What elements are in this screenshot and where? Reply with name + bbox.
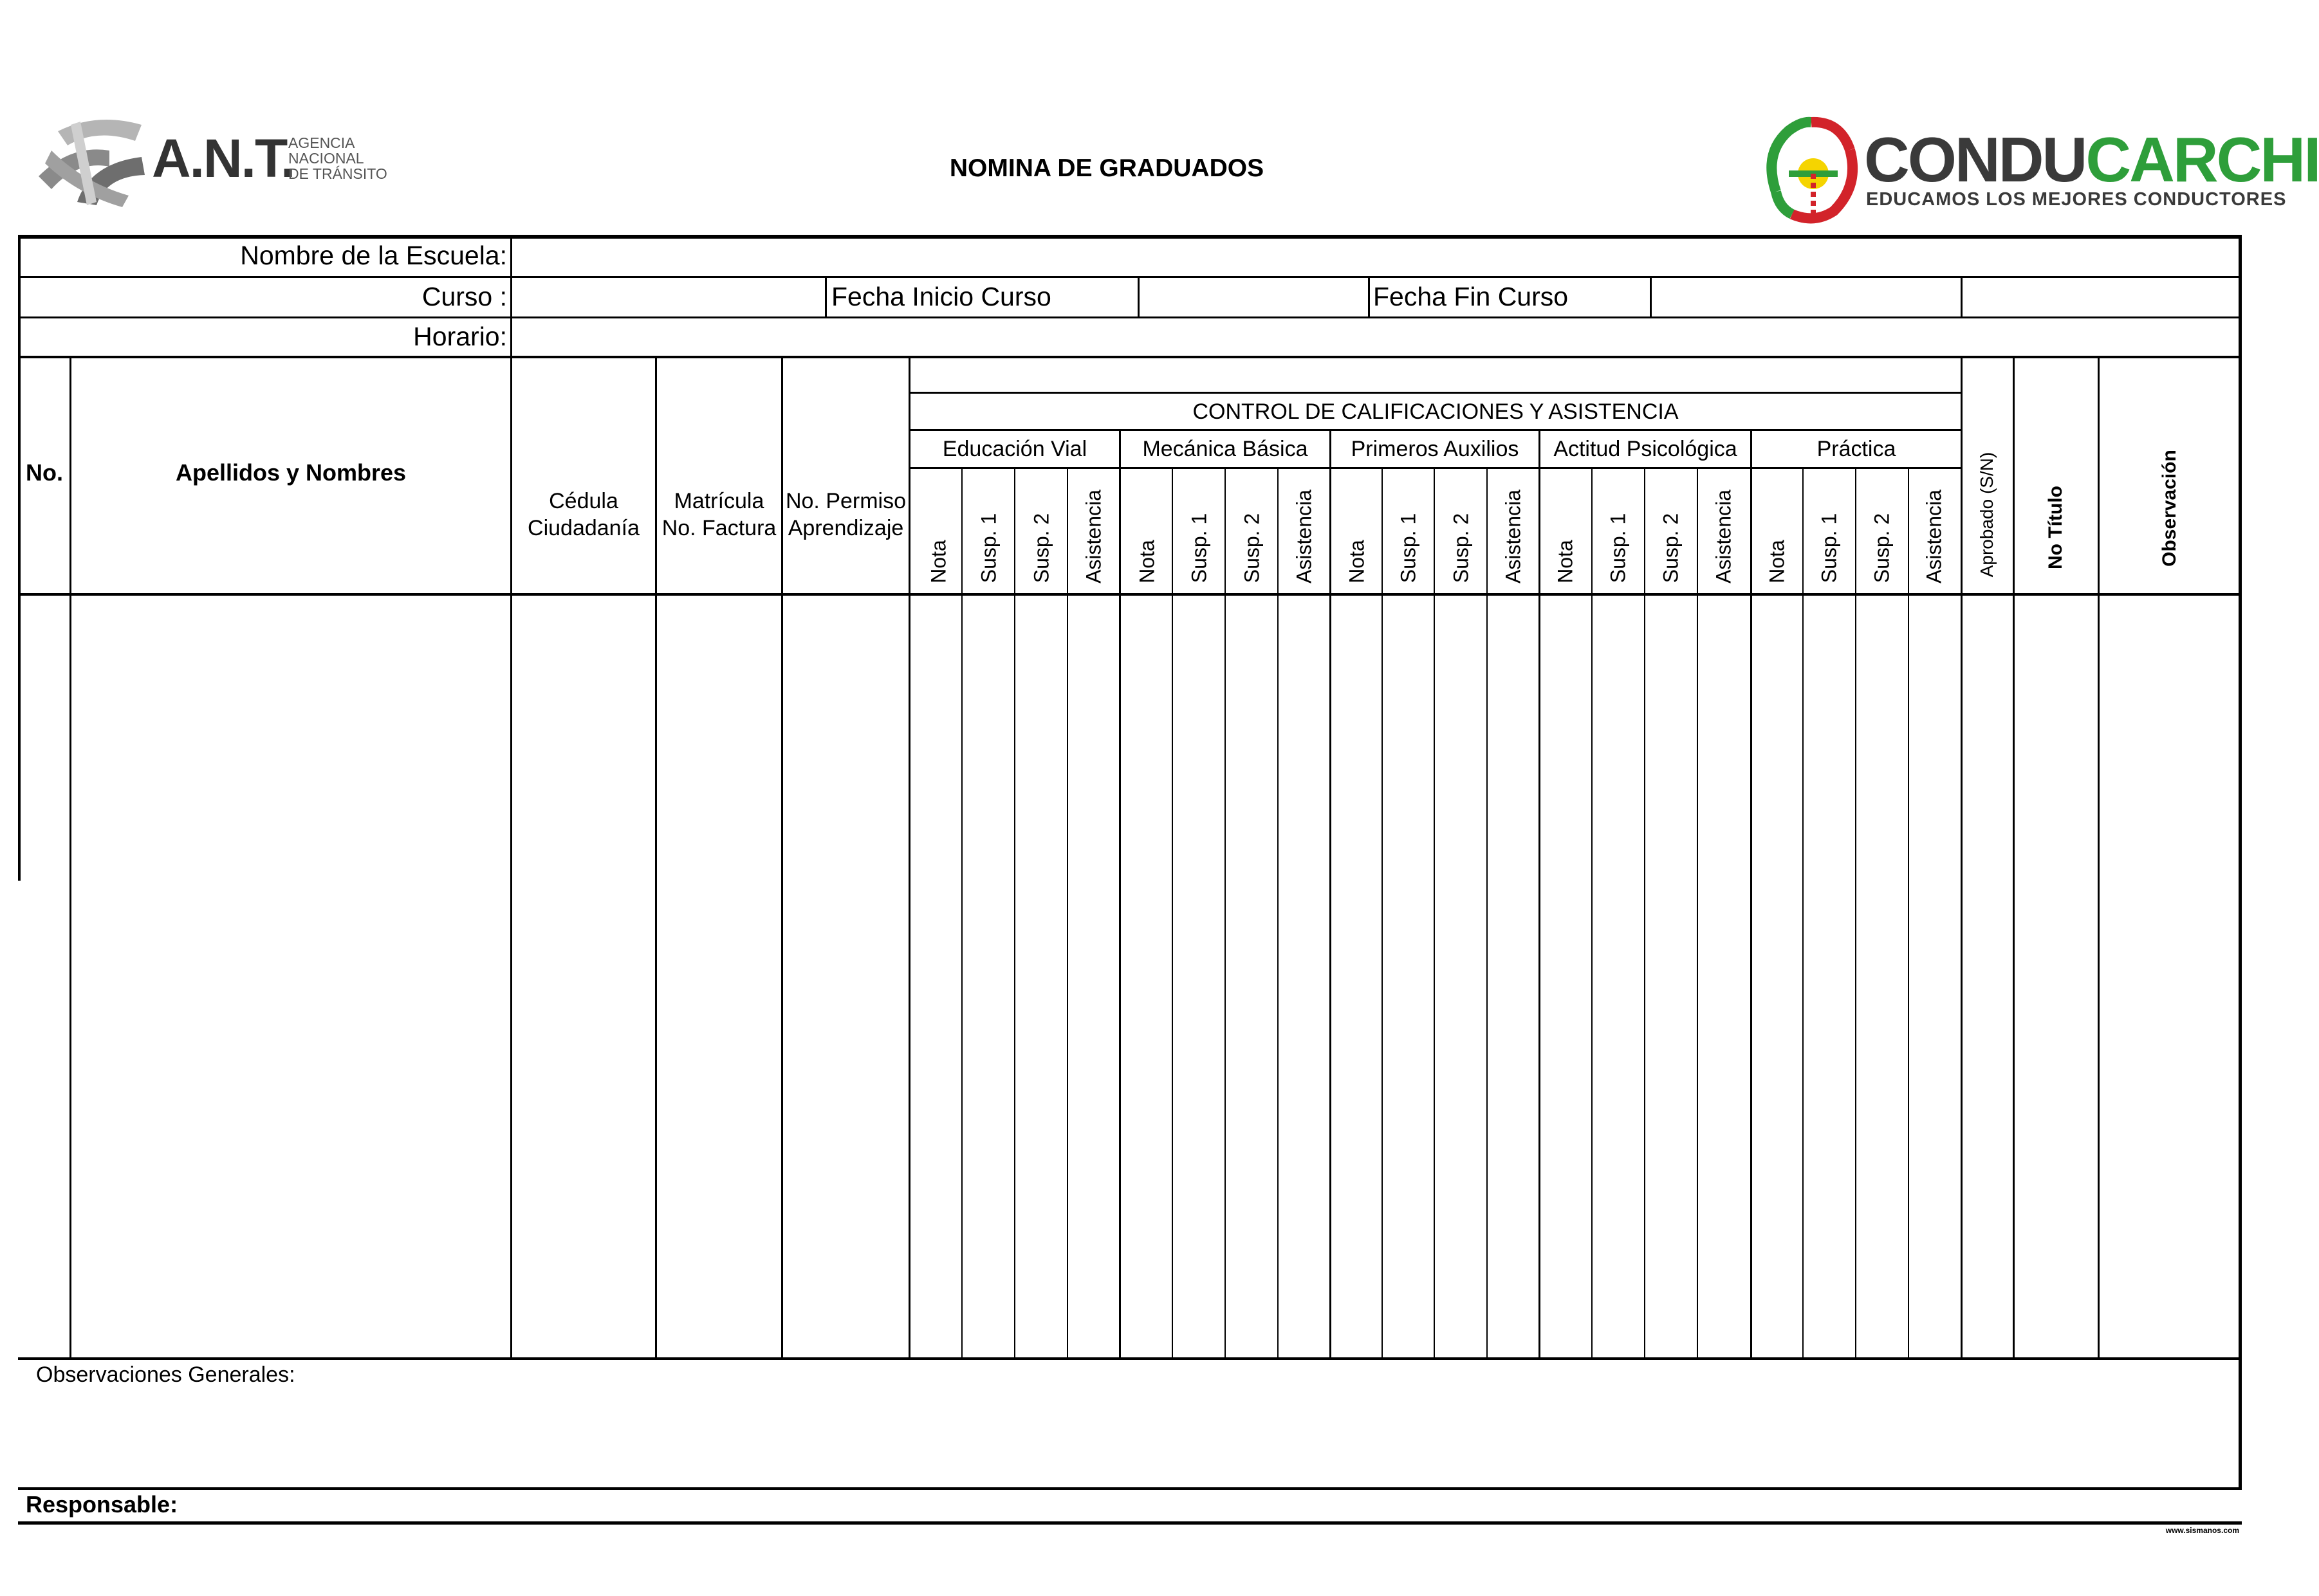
subcol-asistencia: Asistencia	[1082, 490, 1105, 583]
credit-text: www.sismanos.com	[2165, 1526, 2239, 1535]
control-title: CONTROL DE CALIFICACIONES Y ASISTENCIA	[1192, 399, 1679, 424]
subcol-susp2: Susp. 2	[1030, 513, 1053, 583]
brand-name-part1: CONDU	[1864, 124, 2086, 195]
group-primeros-auxilios: Primeros Auxilios	[1351, 436, 1519, 461]
brand-name-part2: CARCHI	[2085, 124, 2319, 195]
subcol-asistencia: Asistencia	[1292, 490, 1316, 583]
brand-name	[1864, 124, 2319, 195]
col-header-names: Apellidos y Nombres	[175, 459, 407, 486]
table-body[interactable]	[21, 596, 2239, 1357]
col-header-titulo: No Título	[2045, 486, 2066, 569]
ant-initials: A.N.T.	[152, 128, 295, 188]
responsable-field[interactable]	[193, 1490, 2233, 1522]
subcol-susp1: Susp. 1	[1396, 513, 1420, 583]
col-header-matricula-line2: No. Factura	[661, 516, 777, 540]
observaciones-label: Observaciones Generales:	[36, 1362, 295, 1387]
ant-logo	[32, 103, 393, 212]
col-header-permiso	[783, 488, 909, 542]
subcol-susp1: Susp. 1	[1606, 513, 1630, 583]
road-interchange-icon	[32, 105, 154, 208]
schedule-label: Horario:	[413, 322, 507, 351]
steering-wheel-icon	[1763, 115, 1860, 227]
subcol-nota: Nota	[1765, 540, 1789, 583]
col-header-no: No.	[26, 459, 63, 486]
group-actitud-psicologica: Actitud Psicológica	[1553, 436, 1737, 461]
group-mecanica-basica: Mecánica Básica	[1142, 436, 1308, 461]
ant-name-line2: NACIONAL	[288, 150, 364, 167]
subcol-nota: Nota	[1345, 540, 1369, 583]
col-header-aprobado: Aprobado (S/N)	[1977, 452, 1997, 578]
subcol-asistencia: Asistencia	[1501, 490, 1525, 583]
group-educacion-vial: Educación Vial	[942, 436, 1087, 461]
col-header-matricula-line1: Matrícula	[674, 489, 764, 513]
page-title: NOMINA DE GRADUADOS	[949, 154, 1264, 182]
subcol-susp1: Susp. 1	[1187, 513, 1211, 583]
ant-name-line3: DE TRÁNSITO	[288, 165, 387, 182]
col-header-matricula	[657, 488, 781, 542]
col-header-permiso-line1: No. Permiso	[785, 489, 907, 513]
subcol-susp2: Susp. 2	[1449, 513, 1473, 583]
col-header-cedula-line1: Cédula	[549, 489, 618, 513]
subcol-nota: Nota	[927, 540, 950, 583]
school-name-label: Nombre de la Escuela:	[240, 241, 507, 270]
course-label: Curso :	[421, 282, 507, 311]
col-header-permiso-line2: Aprendizaje	[788, 516, 904, 540]
ant-name-line1: AGENCIA	[288, 134, 355, 151]
conducarchi-logo	[1763, 115, 2319, 230]
start-date-label: Fecha Inicio Curso	[831, 282, 1051, 311]
subcol-susp1: Susp. 1	[977, 513, 1001, 583]
subcol-nota: Nota	[1135, 540, 1159, 583]
subcol-susp1: Susp. 1	[1817, 513, 1841, 583]
responsable-label: Responsable:	[26, 1491, 178, 1518]
col-header-cedula	[512, 488, 655, 542]
col-header-observacion: Observación	[2159, 450, 2180, 567]
subcol-susp2: Susp. 2	[1240, 513, 1264, 583]
subcol-nota: Nota	[1553, 540, 1577, 583]
subcol-asistencia: Asistencia	[1922, 490, 1946, 583]
subcol-asistencia: Asistencia	[1712, 490, 1735, 583]
group-practica: Práctica	[1816, 436, 1896, 461]
subcol-susp2: Susp. 2	[1870, 513, 1894, 583]
subcol-susp2: Susp. 2	[1659, 513, 1683, 583]
end-date-label: Fecha Fin Curso	[1373, 282, 1569, 311]
brand-tagline: EDUCAMOS LOS MEJORES CONDUCTORES	[1866, 189, 2287, 210]
col-header-cedula-line2: Ciudadanía	[528, 516, 640, 540]
observaciones-field[interactable]	[21, 1390, 2239, 1486]
